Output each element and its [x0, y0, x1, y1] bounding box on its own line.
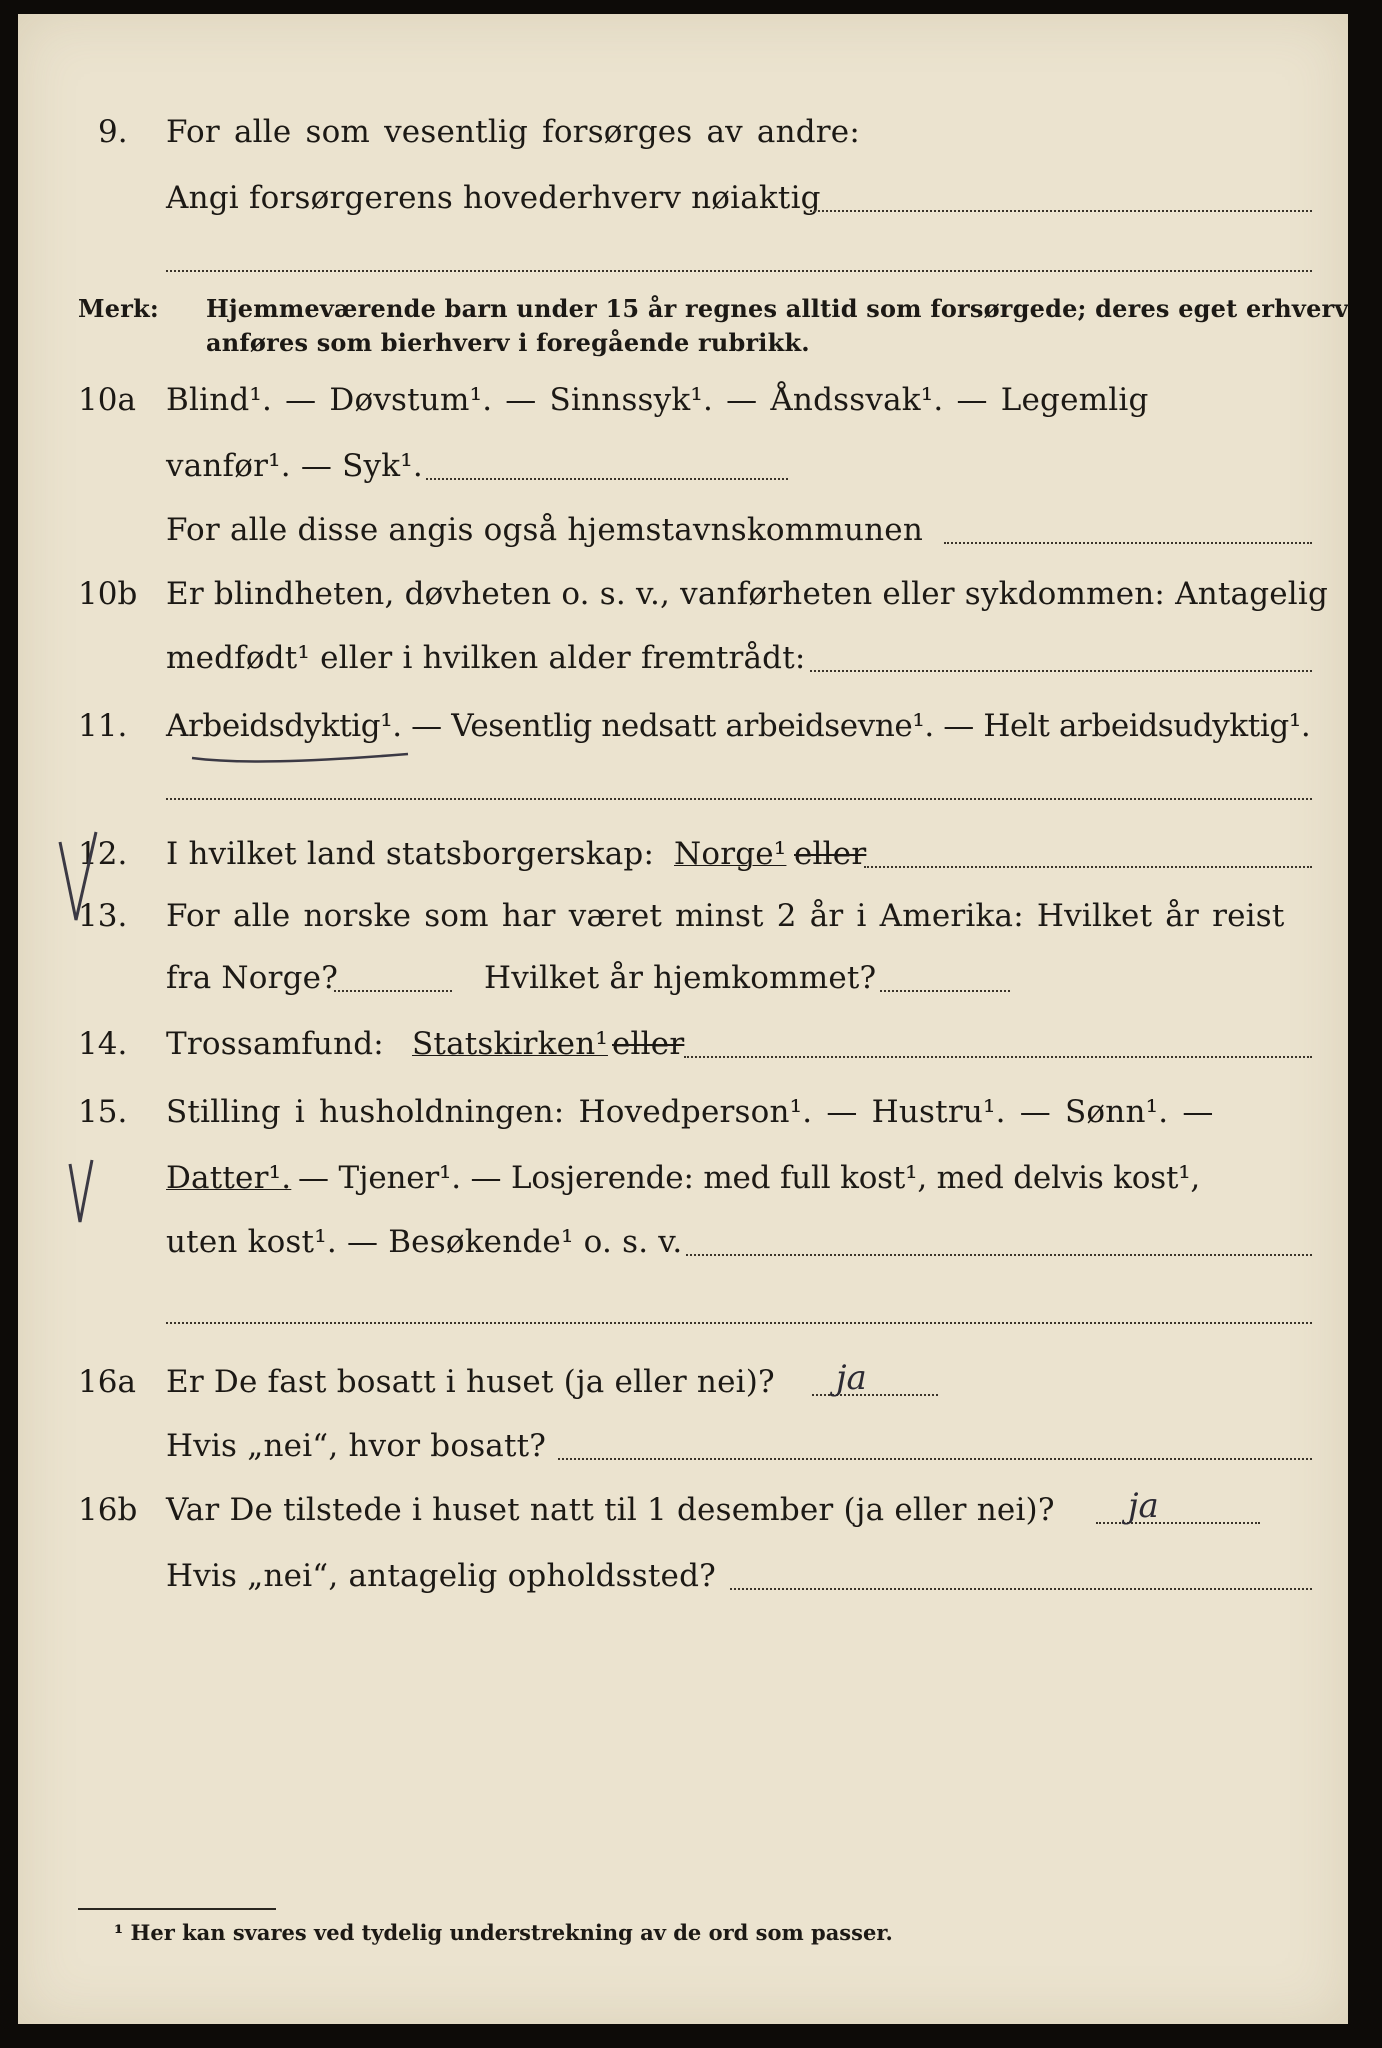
q14-statskirken-option[interactable]: Statskirken¹	[412, 1026, 608, 1062]
q12-answer-line[interactable]	[864, 866, 1312, 868]
q10b-line1: Er blindheten, døvheten o. s. v., vanførheten eller sykdommen: Antagelig	[166, 576, 1329, 612]
q16a-answer-line[interactable]	[812, 1394, 938, 1396]
item-number-10b: 10b	[78, 576, 138, 612]
q9-answer-line-2[interactable]	[166, 270, 1312, 272]
q10b-answer-line[interactable]	[810, 670, 1312, 672]
q10a-line3: For alle disse angis også hjemstavnskommunen	[166, 512, 923, 548]
item-number-12: 12.	[78, 836, 128, 872]
q13-year-left-line[interactable]	[334, 990, 452, 992]
q15-line3: uten kost¹. — Besøkende¹ o. s. v.	[166, 1224, 683, 1260]
q12-norge-option[interactable]: Norge¹	[674, 836, 787, 872]
q11-text: Arbeidsdyktig¹. — Vesentlig nedsatt arbeidsevne¹. — Helt arbeidsudyktig¹.	[166, 708, 1311, 744]
q16b-line2: Hvis „nei“, antagelig opholdssted?	[166, 1558, 716, 1594]
merk-line2: anføres som bierhverv i foregående rubrikk.	[206, 328, 810, 357]
q16b-handwritten-answer: ja	[1128, 1486, 1159, 1526]
item-number-14: 14.	[78, 1026, 128, 1062]
q15-line2: — Tjener¹. — Losjerende: med full kost¹, med delvis kost¹,	[298, 1160, 1201, 1196]
q13-line1: For alle norske som har været minst 2 år i Amerika: Hvilket år reist	[166, 898, 1285, 934]
footnote: ¹ Her kan svares ved tydelig understrekning av de ord som passer.	[114, 1920, 893, 1945]
q11-handwritten-underline	[188, 744, 418, 768]
q14-answer-line[interactable]	[684, 1056, 1312, 1058]
item-number-16a: 16a	[78, 1364, 136, 1400]
q12-eller-struck: eller	[794, 836, 867, 872]
q10a-line2: vanfør¹. — Syk¹.	[166, 448, 423, 484]
q9-line2: Angi forsørgerens hovederhverv nøiaktig	[166, 180, 821, 216]
q16b-line1: Var De tilstede i huset natt til 1 desember (ja eller nei)?	[166, 1492, 1055, 1528]
q15-line1: Stilling i husholdningen: Hovedperson¹. — Hustru¹. — Sønn¹. —	[166, 1094, 1214, 1130]
q13-year-returned-line[interactable]	[880, 990, 1010, 992]
merk-line1: Hjemmeværende barn under 15 år regnes alltid som forsørgede; deres eget erhverv	[206, 294, 1349, 323]
q16b-where-line[interactable]	[730, 1588, 1312, 1590]
item-number-13: 13.	[78, 898, 128, 934]
q10a-answer-line[interactable]	[426, 478, 788, 480]
item-number-15: 15.	[78, 1094, 128, 1130]
footnote-rule	[78, 1908, 276, 1910]
q15-answer-line[interactable]	[686, 1254, 1312, 1256]
q15-answer-line-2[interactable]	[166, 1322, 1312, 1324]
census-form-page	[18, 14, 1348, 2024]
q13-line2a: fra Norge?	[166, 960, 339, 996]
q12-text: I hvilket land statsborgerskap:	[166, 836, 655, 872]
merk-label: Merk:	[78, 294, 159, 323]
q9-line1: For alle som vesentlig forsørges av andre:	[166, 114, 860, 150]
q10a-commune-line[interactable]	[944, 542, 1312, 544]
q14-eller-struck: eller	[612, 1026, 685, 1062]
q9-answer-line[interactable]	[810, 210, 1312, 212]
q16a-handwritten-answer: ja	[836, 1358, 867, 1398]
item-number-10a: 10a	[78, 382, 136, 418]
handwritten-tick-15-icon	[62, 1154, 102, 1234]
q16a-where-line[interactable]	[558, 1458, 1312, 1460]
q16a-line1: Er De fast bosatt i huset (ja eller nei)?	[166, 1364, 775, 1400]
item-number-11: 11.	[78, 708, 128, 744]
q16b-answer-line[interactable]	[1096, 1522, 1260, 1524]
q10a-line1: Blind¹. — Døvstum¹. — Sinnssyk¹. — Åndssvak¹. — Legemlig	[166, 382, 1149, 418]
item-number-9: 9.	[98, 114, 128, 150]
q13-line2b: Hvilket år hjemkommet?	[484, 960, 877, 996]
q11-answer-line[interactable]	[166, 798, 1312, 800]
item-number-16b: 16b	[78, 1492, 138, 1528]
q16a-line2: Hvis „nei“, hvor bosatt?	[166, 1428, 547, 1464]
q15-datter-option[interactable]: Datter¹.	[166, 1160, 292, 1196]
q10b-line2: medfødt¹ eller i hvilken alder fremtrådt:	[166, 640, 806, 676]
q14-label: Trossamfund:	[166, 1026, 384, 1062]
